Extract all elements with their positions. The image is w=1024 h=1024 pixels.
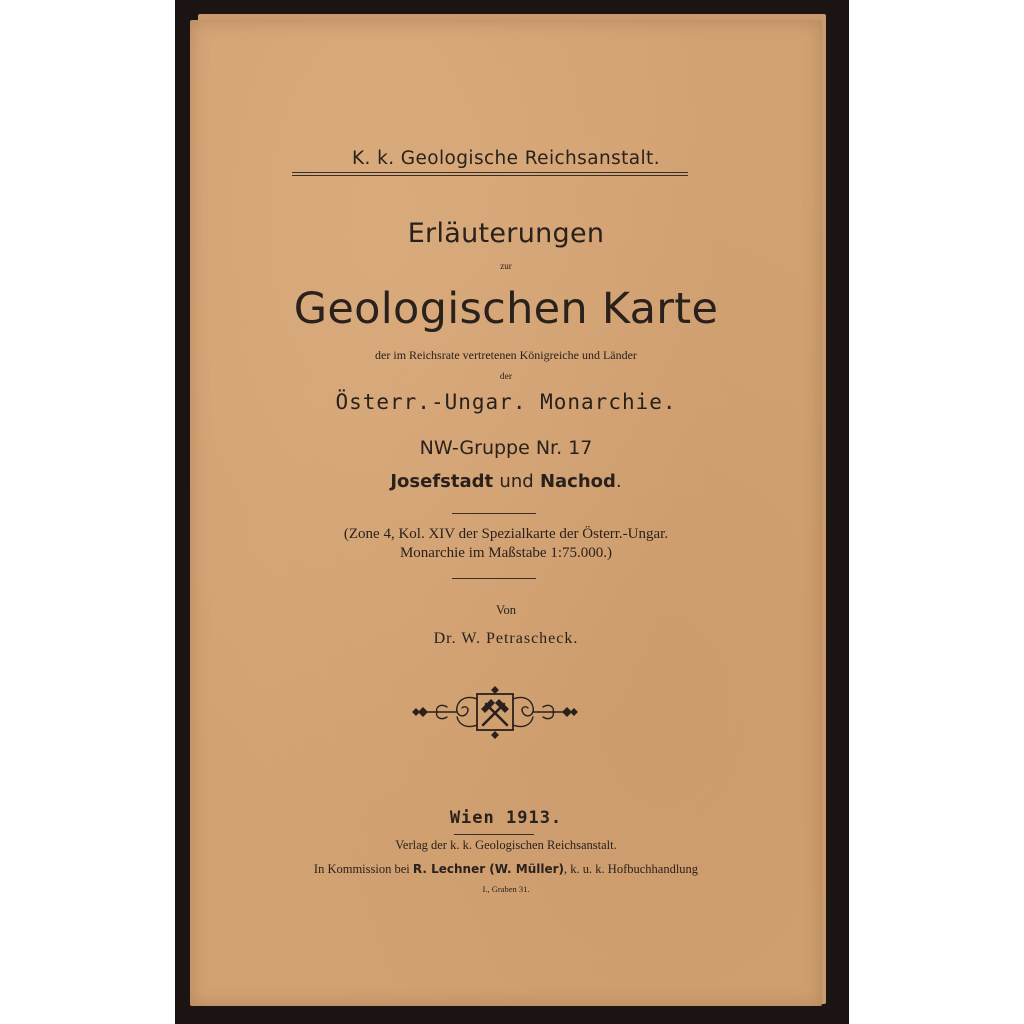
subtitle-der: der bbox=[499, 372, 513, 382]
crossed-hammers-icon bbox=[405, 685, 585, 745]
title-prefix: Erläuterungen bbox=[407, 218, 605, 249]
commission-line bbox=[190, 862, 822, 877]
place-and-year: Wien 1913. bbox=[449, 808, 563, 828]
commission-prefix: In Kommission bei bbox=[313, 862, 410, 876]
section-divider bbox=[454, 834, 534, 835]
place-conjunction: und bbox=[499, 471, 534, 492]
author-by: Von bbox=[496, 603, 516, 617]
header-rule bbox=[292, 172, 688, 173]
institute-name: K. k. Geologische Reichsanstalt. bbox=[352, 148, 660, 169]
publisher-address: I., Graben 31. bbox=[482, 884, 530, 894]
zone-note-line-2: Monarchie im Maßstabe 1:75.000.) bbox=[399, 545, 613, 561]
zone-note-line-1: (Zone 4, Kol. XIV der Spezialkarte der Österr.-Ungar. bbox=[343, 526, 669, 542]
place-josefstadt: Josefstadt bbox=[390, 471, 494, 492]
place-period: . bbox=[615, 471, 622, 492]
place-nachod: Nachod bbox=[539, 471, 616, 492]
title-page bbox=[190, 20, 822, 1006]
monarchy-title: Österr.-Ungar. Monarchie. bbox=[335, 390, 677, 414]
map-group: NW-Gruppe Nr. 17 bbox=[419, 437, 593, 459]
title-zur: zur bbox=[500, 261, 512, 271]
publisher: Verlag der k. k. Geologischen Reichsanstalt. bbox=[395, 838, 617, 852]
section-divider bbox=[452, 513, 536, 514]
header-rule bbox=[292, 175, 688, 176]
section-divider bbox=[452, 578, 536, 579]
author-name: Dr. W. Petrascheck. bbox=[433, 630, 579, 647]
commission-firm: R. Lechner (W. Müller) bbox=[412, 862, 565, 876]
map-places bbox=[190, 471, 822, 492]
subtitle: der im Reichsrate vertretenen Königreiche und Länder bbox=[375, 348, 637, 362]
commission-suffix: , k. u. k. Hofbuchhandlung bbox=[564, 862, 699, 876]
main-title: Geologischen Karte bbox=[293, 284, 719, 334]
